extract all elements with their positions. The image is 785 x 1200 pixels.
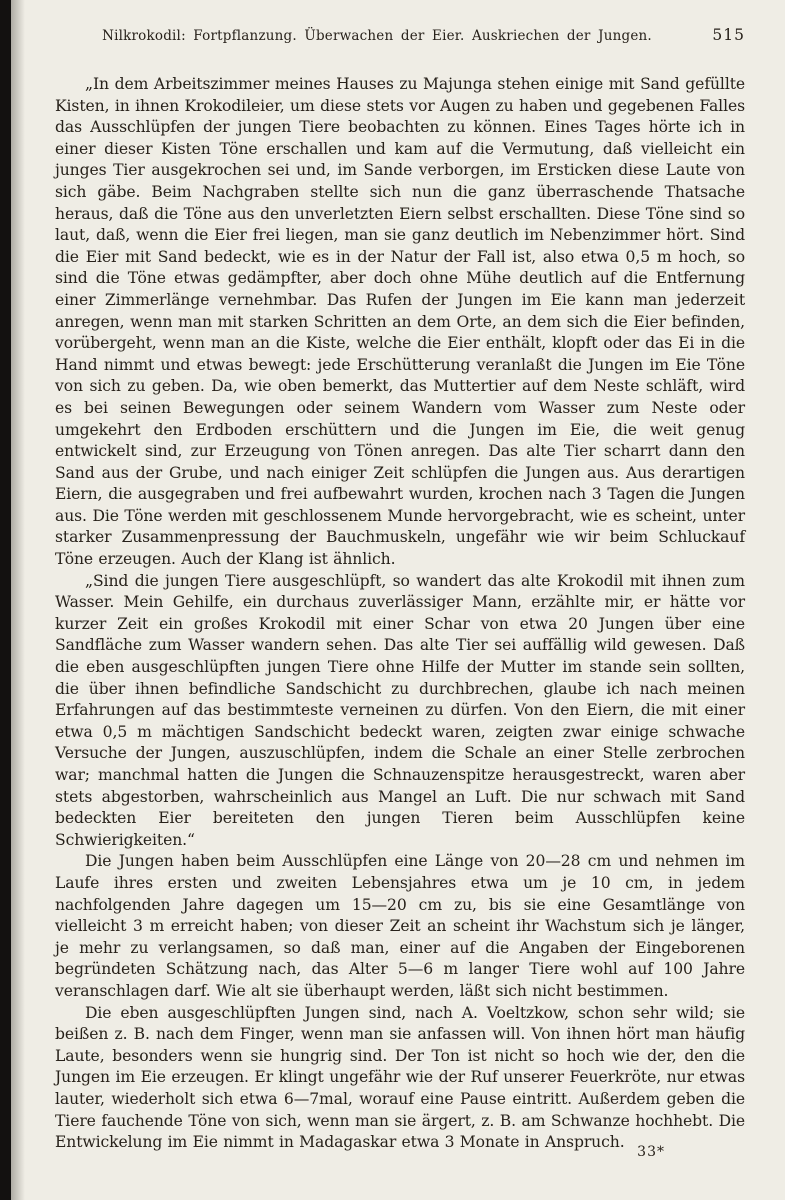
page-content (12, 0, 785, 1200)
page-left-binding-edge (0, 0, 11, 1200)
paragraph-1: „In dem Arbeitszimmer meines Hauses zu Majunga stehen einige mit Sand gefüllte Kisten, in ihnen Krokodileier, um diese stets vor Augen zu haben und gegebenen Falles das Ausschlüpfen der jungen Tiere beobachten zu können. Eines Tages hörte ich in einer dieser Kisten Töne erschallen und kam auf die Vermutung, daß vielleicht ein junges Tier ausgekrochen sei und, im Sande verborgen, im Ersticken diese Laute von sich gäbe. Beim Nachgraben stellte sich nun die ganz überraschende Thatsache heraus, daß die Töne aus den unverletzten Eiern selbst erschallten. Diese Töne sind so laut, daß, wenn die Eier frei liegen, man sie ganz deutlich im Nebenzimmer hört. Sind die Eier mit Sand bedeckt, wie es in der Natur der Fall ist, also etwa 0,5 m hoch, so sind die Töne etwas gedämpfter, aber doch ohne Mühe deutlich auf die Entfernung einer Zimmerlänge vernehmbar. Das Rufen der Jungen im Eie kann man jederzeit anregen, wenn man mit starken Schritten an dem Orte, an dem sich die Eier befinden, vorübergeht, wenn man an die Kiste, welche die Eier enthält, klopft oder das Ei in die Hand nimmt und etwas bewegt: jede Erschütterung veranlaßt die Jungen im Eie Töne von sich zu geben. Da, wie oben bemerkt, das Muttertier auf dem Neste schläft, wird es bei seinen Bewegungen oder seinem Wandern vom Wasser zum Neste oder umgekehrt den Erdboden erschüttern und die Jungen im Eie, die weit genug entwickelt sind, zur Erzeugung von Tönen anregen. Das alte Tier scharrt dann den Sand aus der Grube, und nach einiger Zeit schlüpfen die Jungen aus. Aus derartigen Eiern, die ausgegraben und frei aufbewahrt wurden, krochen nach 3 Tagen die Jungen aus. Die Töne werden mit geschlossenem Munde hervorgebracht, wie es scheint, unter starker Zusammenpressung der Bauchmuskeln, ungefähr wie wir beim Schluckauf Töne erzeugen. Auch der Klang ist ähnlich. (55, 75, 745, 569)
paragraph-3: Die Jungen haben beim Ausschlüpfen eine Länge von 20—28 cm und nehmen im Laufe ihres ersten und zweiten Lebensjahres etwa um je 10 cm, in jedem nachfolgenden Jahre dagegen um 15—20 cm zu, bis sie eine Gesamtlänge von vielleicht 3 m erreicht haben; von dieser Zeit an scheint ihr Wachstum sich je länger, je mehr zu verlangsamen, so daß man, einer auf die Angaben der Eingeborenen begründeten Schätzung nach, das Alter 5—6 m langer Tiere wohl auf 100 Jahre veranschlagen darf. Wie alt sie überhaupt werden, läßt sich nicht bestimmen. (55, 852, 745, 1000)
paragraph-4: Die eben ausgeschlüpften Jungen sind, nach A. Voeltzkow, schon sehr wild; sie beißen z. B. nach dem Finger, wenn man sie anfassen will. Von ihnen hört man häufig Laute, besonders wenn sie hungrig sind. Der Ton ist nicht so hoch wie der, den die Jungen im Eie erzeugen. Er klingt ungefähr wie der Ruf unserer Feuerkröte, nur etwas lauter, wiederholt sich etwa 6—7mal, worauf eine Pause eintritt. Außerdem geben die Tiere fauchende Töne von sich, wenn man sie ärgert, z. B. am Schwanze hochhebt. Die Entwickelung im Eie nimmt in Madagaskar etwa 3 Monate in Anspruch. (55, 1003, 745, 1152)
printer-signature-mark: 33* (637, 1144, 665, 1160)
running-header (55, 28, 745, 50)
page-number: 515 (712, 26, 745, 44)
paragraph-2: „Sind die jungen Tiere ausgeschlüpft, so wandert das alte Krokodil mit ihnen zum Wasser. Mein Gehilfe, ein durchaus zuverlässiger Mann, erzählte mir, er hätte vor kurzer Zeit ein großes Krokodil mit einer Schar von etwa 20 Jungen über eine Sandfläche zum Wasser wandern sehen. Das alte Tier sei auffällig wild gewesen. Daß die eben ausgeschlüpften jungen Tiere ohne Hilfe der Mutter im stande sein sollten, die über ihnen befindliche Sandschicht zu durchbrechen, glaube ich nach meinen Erfahrungen auf das bestimmteste verneinen zu dürfen. Von den Eiern, die mit einer etwa 0,5 m mächtigen Sandschicht bedeckt waren, zeigten zwar einige schwache Versuche der Jungen, auszuschlüpfen, indem die Schale an einer Stelle zerbrochen war; manchmal hatten die Jungen die Schnauzenspitze herausgestreckt, waren aber stets abgestorben, wahrscheinlich aus Mangel an Luft. Die nur schwach mit Sand bedeckten Eier bereiteten den jungen Tieren beim Ausschlüpfen keine Schwierigkeiten.“ (55, 571, 745, 849)
page-body (55, 74, 745, 1154)
running-header-title: Nilkrokodil: Fortpflanzung. Überwachen der Eier. Auskriechen der Jungen. (102, 28, 652, 44)
